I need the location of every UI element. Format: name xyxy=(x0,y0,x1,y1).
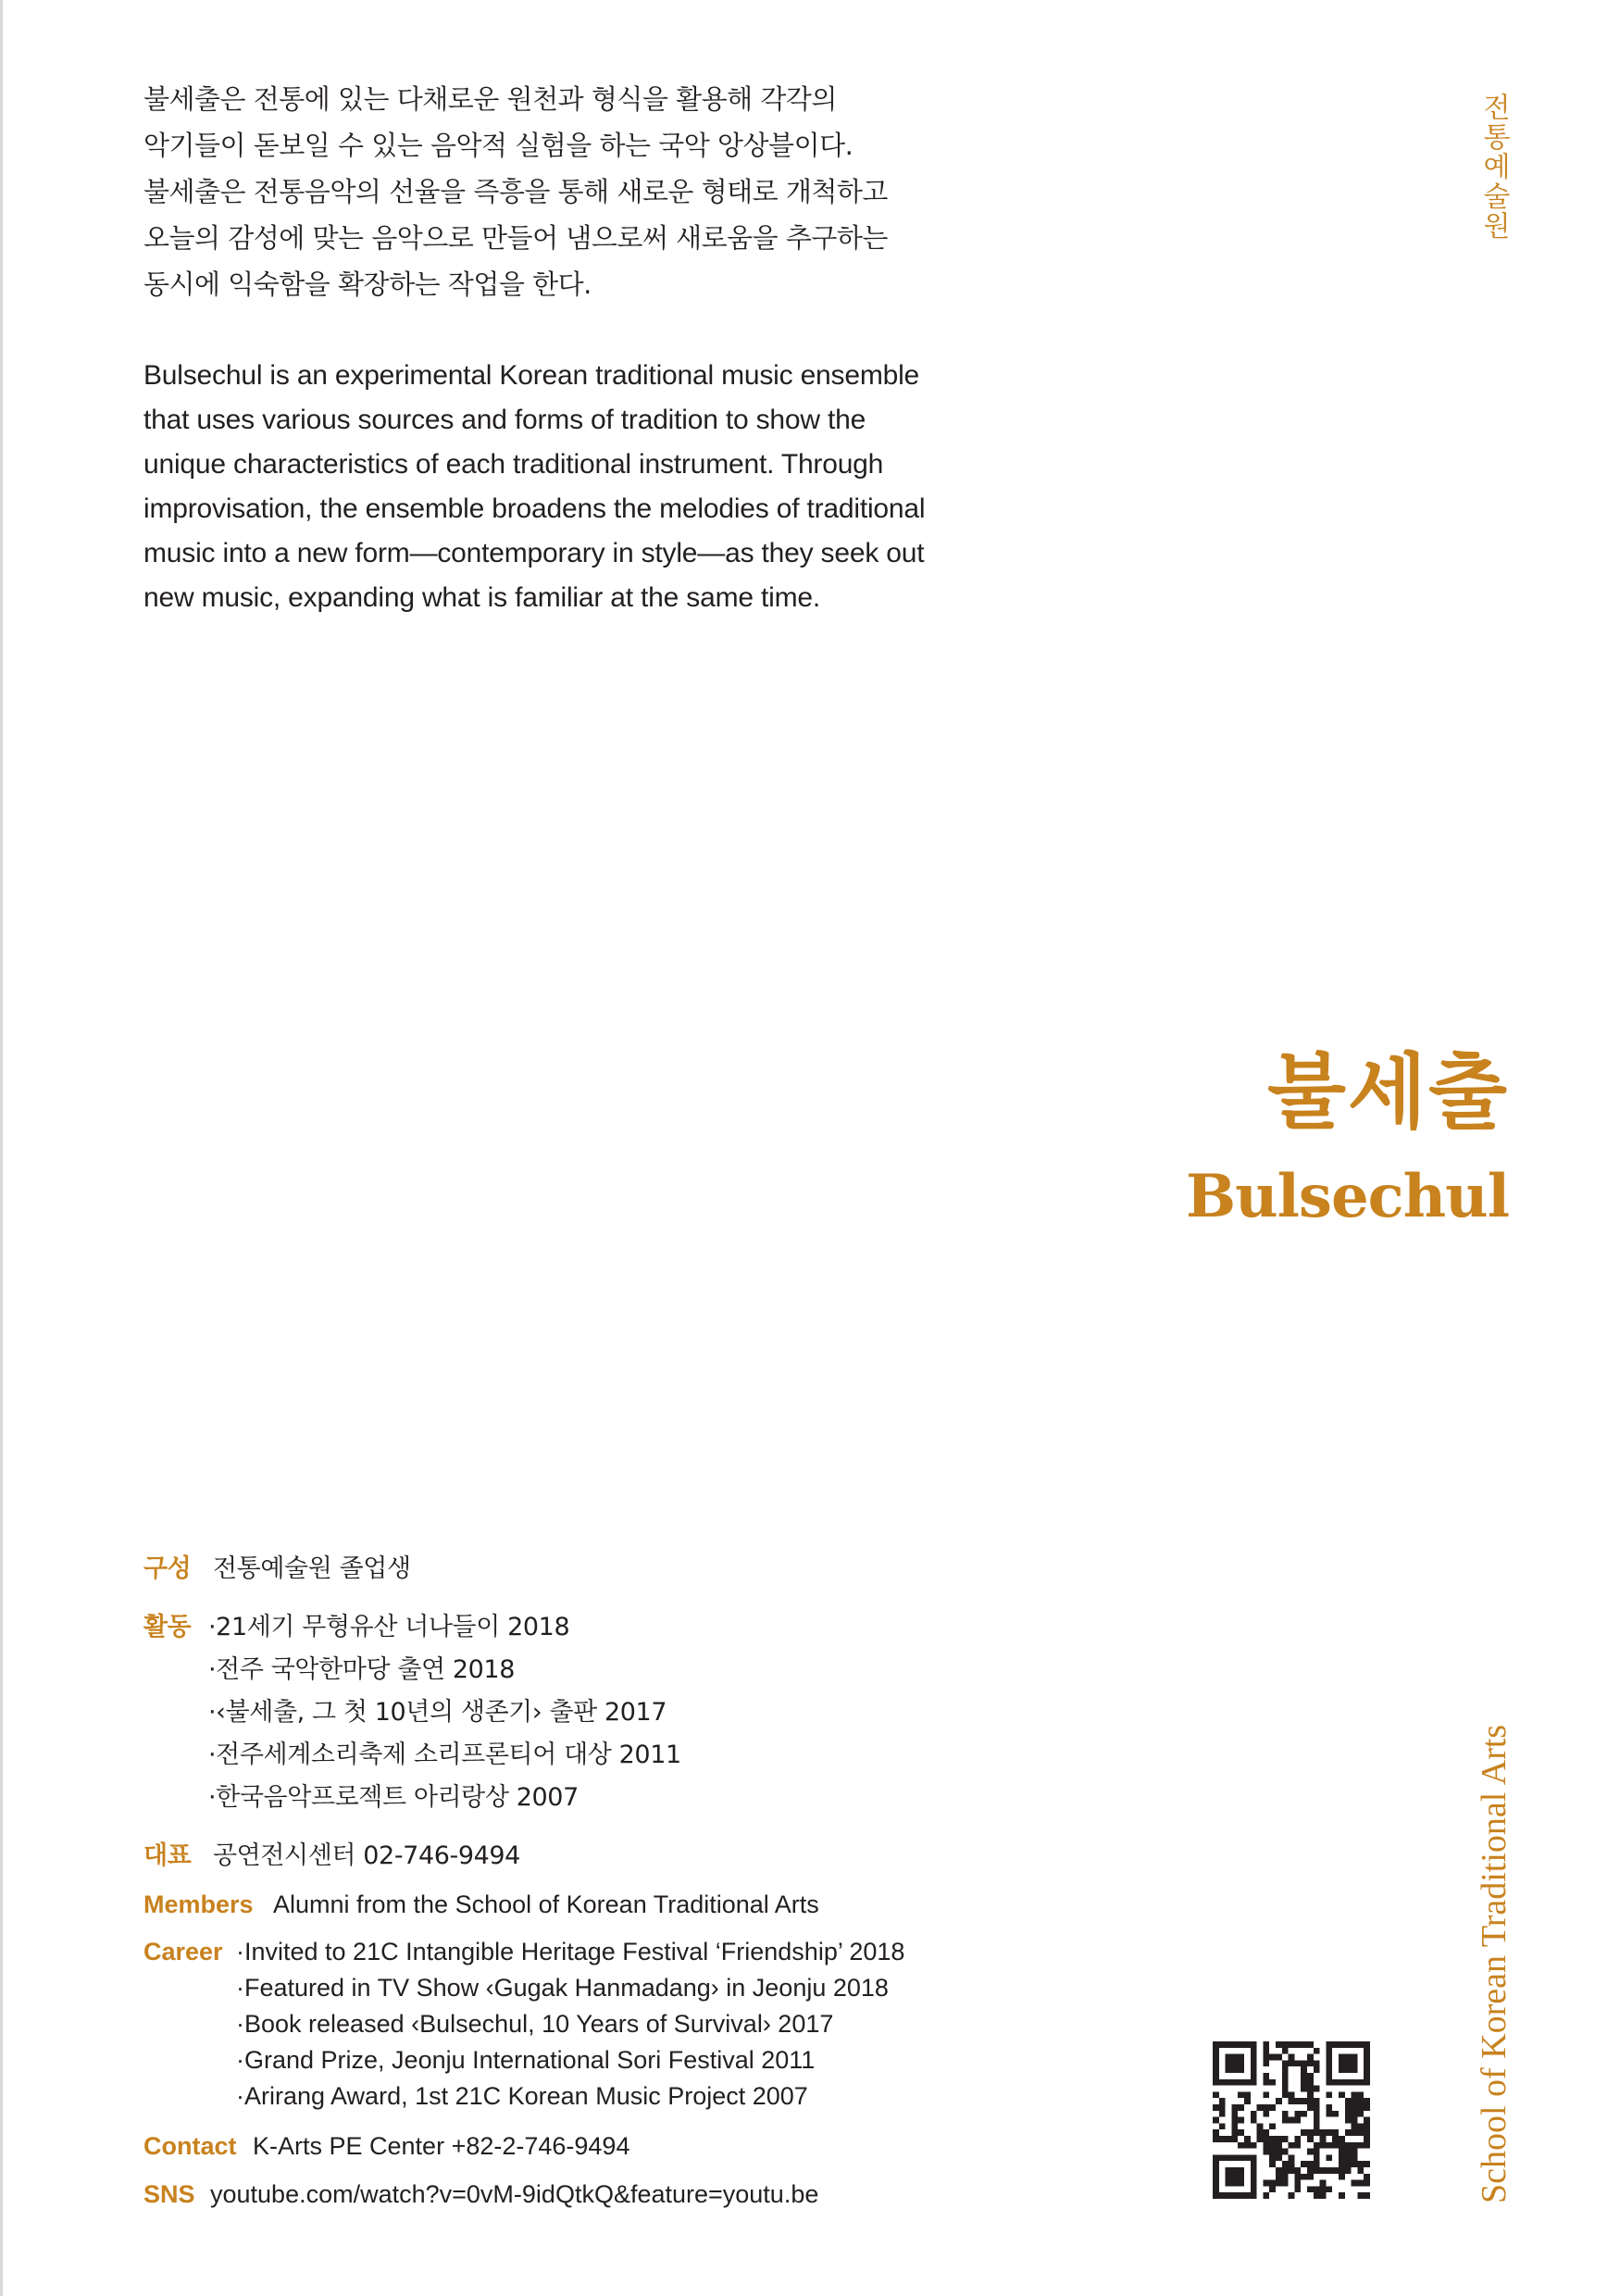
ko-career-item: ·‹불세출, 그 첫 10년의 생존기› 출판 2017 xyxy=(208,1698,667,1727)
intro-en-line: new music, expanding what is familiar at the same time. xyxy=(143,582,820,613)
ko-career-item: ·21세기 무형유산 너나들이 2018 xyxy=(208,1613,570,1641)
intro-korean xyxy=(143,76,1069,307)
ko-contact-value: 공연전시센터 02-746-9494 xyxy=(213,1841,520,1870)
ko-contact-label: 대표 xyxy=(143,1841,192,1870)
ko-members-row xyxy=(143,1548,411,1584)
en-career-item: ·Grand Prize, Jeonju International Sori Festival 2011 xyxy=(236,2046,816,2074)
en-career-item: ·Book released ‹Bulsechul, 10 Years of Survival› 2017 xyxy=(236,2010,834,2038)
ko-career-item: ·전주 국악한마당 출연 2018 xyxy=(208,1655,515,1684)
en-career-item: ·Invited to 21C Intangible Heritage Festival ‘Friendship’ 2018 xyxy=(236,1938,905,1965)
intro-ko-line: 불세출은 전통에 있는 다채로운 원천과 형식을 활용해 각각의 xyxy=(143,83,837,115)
en-contact-row xyxy=(143,2132,629,2161)
ko-career-item: ·한국음악프로젝트 아리랑상 2007 xyxy=(208,1783,579,1812)
intro-ko-line: 오늘의 감성에 맞는 음악으로 만들어 냄으로써 새로움을 추구하는 xyxy=(143,222,888,254)
en-career-item: ·Arirang Award, 1st 21C Korean Music Project 2007 xyxy=(236,2082,808,2110)
sns-link[interactable]: youtube.com/watch?v=0vM-9idQtkQ&feature=youtu.be xyxy=(210,2180,819,2208)
intro-ko-line: 동시에 익숙함을 확장하는 작업을 한다. xyxy=(143,268,592,300)
ko-members-value: 전통예술원 졸업생 xyxy=(213,1554,411,1583)
title-english: Bulsechul xyxy=(1185,1162,1509,1231)
intro-english xyxy=(143,354,1069,620)
ko-contact-row xyxy=(143,1835,520,1871)
en-career-item: ·Featured in TV Show ‹Gugak Hanmadang› in Jeonju 2018 xyxy=(236,1974,889,2002)
ko-career-item: ·전주세계소리축제 소리프론티어 대상 2011 xyxy=(208,1741,681,1769)
side-label-english: School of Korean Traditional Arts xyxy=(1475,1724,1514,2203)
ko-career-label: 활동 xyxy=(143,1613,192,1641)
page-edge-rule xyxy=(0,0,3,2296)
ko-members-label: 구성 xyxy=(143,1554,192,1583)
en-contact-value: K-Arts PE Center +82-2-746-9494 xyxy=(253,2132,630,2160)
side-label-korean: 전통예술원 xyxy=(1477,93,1510,241)
qr-code-icon[interactable] xyxy=(1213,2041,1370,2199)
intro-en-line: improvisation, the ensemble broadens the melodies of traditional xyxy=(143,493,926,524)
en-career-label: Career xyxy=(143,1938,223,1965)
intro-en-line: Bulsechul is an experimental Korean traditional music ensemble xyxy=(143,360,920,391)
en-members-label: Members xyxy=(143,1890,254,1918)
intro-ko-line: 악기들이 돋보일 수 있는 음악적 실험을 하는 국악 앙상블이다. xyxy=(143,130,854,161)
en-members-row xyxy=(143,1890,819,1919)
en-contact-label: Contact xyxy=(143,2132,237,2160)
title-korean: 불세출 xyxy=(1266,1043,1509,1140)
intro-en-line: unique characteristics of each traditional instrument. Through xyxy=(143,449,884,480)
intro-en-line: music into a new form—contemporary in style—as they seek out xyxy=(143,538,925,568)
intro-ko-line: 불세출은 전통음악의 선율을 즉흥을 통해 새로운 형태로 개척하고 xyxy=(143,176,888,207)
side-label-english-wrap xyxy=(1474,1648,1514,2203)
en-members-value: Alumni from the School of Korean Traditional Arts xyxy=(273,1890,819,1918)
en-sns-row xyxy=(143,2180,818,2209)
en-career-row xyxy=(143,1938,223,1966)
ko-career-row xyxy=(143,1606,191,1642)
intro-en-line: that uses various sources and forms of tradition to show the xyxy=(143,405,866,435)
en-sns-label: SNS xyxy=(143,2180,195,2208)
